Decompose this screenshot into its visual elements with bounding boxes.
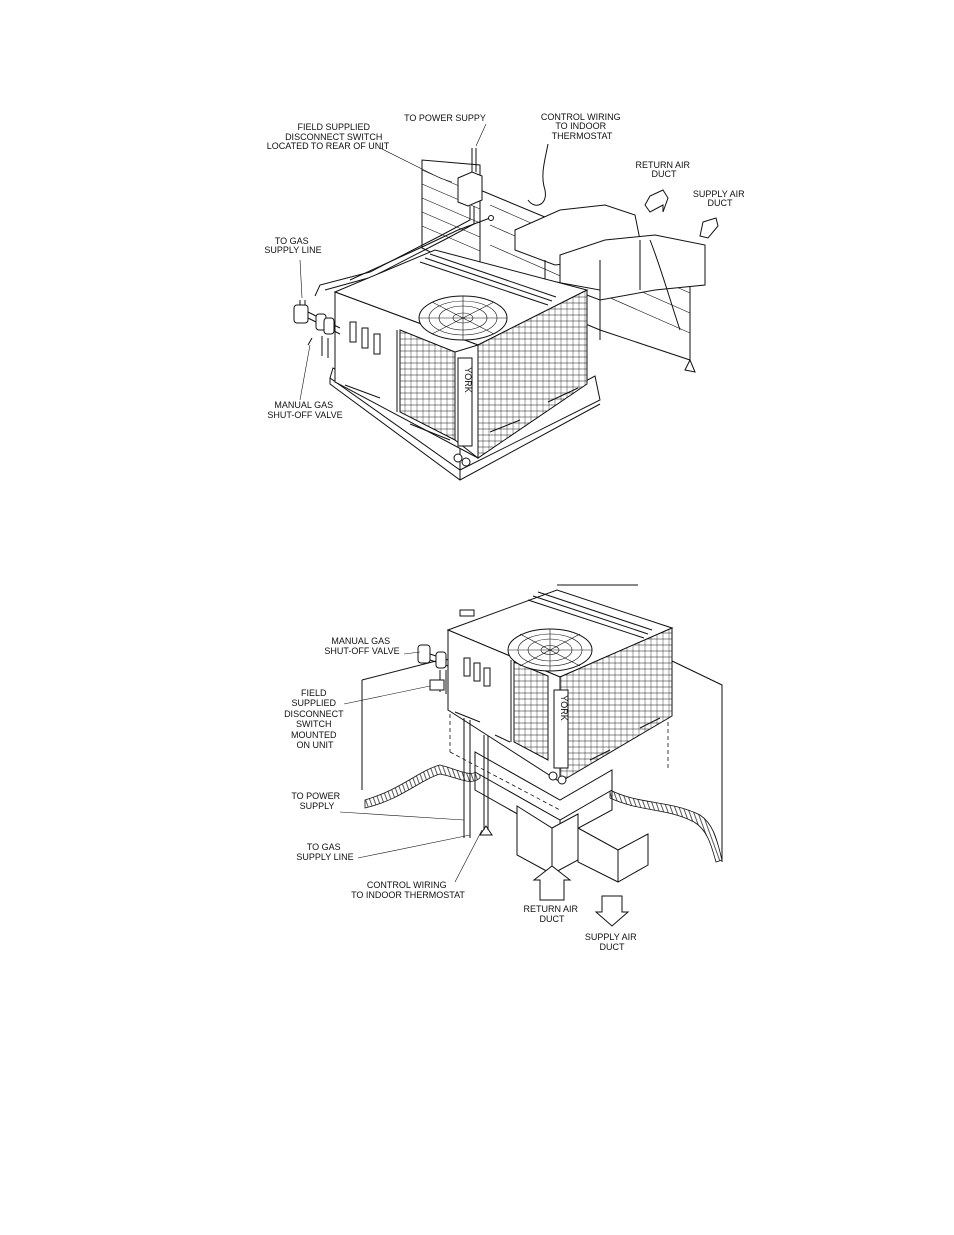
brand-logo-bottom: YORK <box>559 695 569 721</box>
label-return-air-bottom: RETURN AIR DUCT <box>523 904 578 924</box>
return-air-arrow <box>645 190 668 212</box>
gas-piping-bottom <box>418 645 448 694</box>
label-to-power-supply-bottom: TO POWER SUPPLY <box>291 791 341 811</box>
rooftop-unit-bottom <box>448 590 672 784</box>
label-gas-valve-bottom: MANUAL GAS SHUT-OFF VALVE <box>324 636 400 656</box>
label-to-power-supply-top: TO POWER SUPPY <box>404 113 486 123</box>
supply-air-arrow <box>700 218 718 238</box>
figure-top-side-installation <box>264 112 747 480</box>
gas-piping-top <box>294 300 340 358</box>
ducts-below <box>517 806 648 882</box>
roof-flashing-left <box>365 765 480 808</box>
label-disconnect-switch-bottom: FIELD SUPPLIED DISCONNECT SWITCH MOUNTED ON UNIT <box>284 688 344 750</box>
return-air-arrow-bottom <box>534 866 570 900</box>
label-supply-air-bottom: SUPPLY AIR DUCT <box>584 932 637 952</box>
disconnect-switch-bottom <box>430 680 444 690</box>
gas-valve-bottom <box>418 645 430 663</box>
label-gas-supply-top: TO GAS SUPPLY LINE <box>264 236 322 255</box>
label-gas-valve-top: MANUAL GAS SHUT-OFF VALVE <box>267 400 343 420</box>
control-wiring-line <box>528 144 548 205</box>
gas-valve-top <box>294 305 308 323</box>
label-disconnect-switch-top: FIELD SUPPLIED DISCONNECT SWITCH LOCATED TO REAR OF UNIT <box>266 122 390 151</box>
label-control-wiring-top: CONTROL WIRING TO INDOOR THERMOSTAT <box>540 112 621 141</box>
label-supply-air-top: SUPPLY AIR DUCT <box>692 189 745 208</box>
rooftop-unit-top <box>335 250 587 466</box>
label-control-wiring-bottom: CONTROL WIRING TO INDOOR THERMOSTAT <box>351 880 465 900</box>
figure-bottom-roof-installation <box>284 585 722 952</box>
brand-logo-top: YORK <box>463 367 473 393</box>
label-return-air-top: RETURN AIR DUCT <box>635 160 690 179</box>
label-gas-supply-bottom: TO GAS SUPPLY LINE <box>296 842 354 862</box>
supply-air-arrow-bottom <box>596 896 628 926</box>
